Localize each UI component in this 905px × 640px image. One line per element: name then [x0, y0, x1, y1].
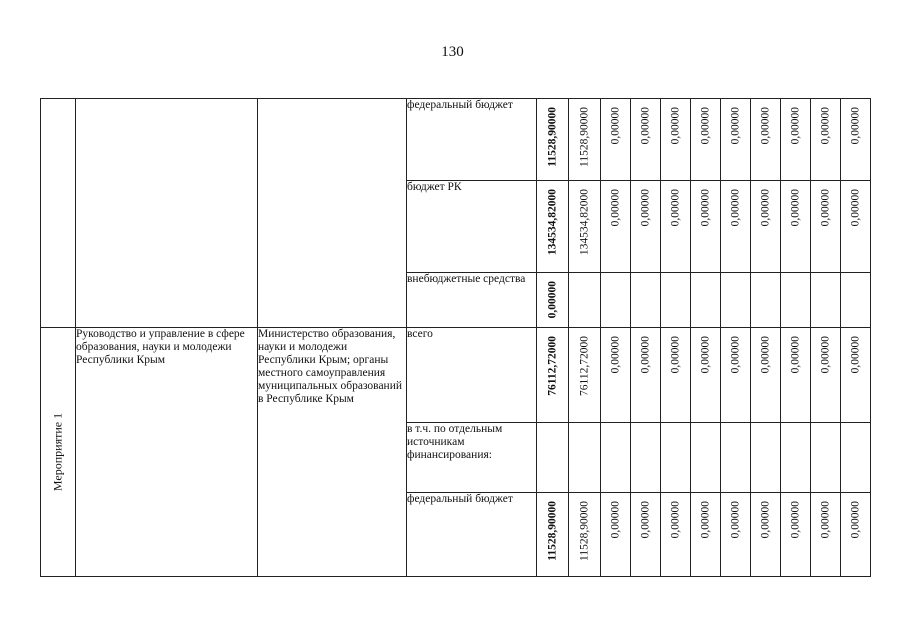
value: 0,00000	[669, 107, 681, 145]
value-cell	[781, 99, 811, 181]
value-cell	[811, 423, 841, 493]
value-cell	[601, 493, 631, 577]
funding-source: в т.ч. по отдельным источникам финансирования:	[407, 423, 537, 493]
value-cell	[841, 181, 871, 273]
value: 0,00000	[759, 501, 771, 539]
activity-label-cell	[41, 328, 76, 577]
value-cell	[691, 181, 721, 273]
value-cell	[781, 273, 811, 328]
total-value-cell	[537, 181, 569, 273]
value-cell	[631, 423, 661, 493]
value: 0,00000	[669, 189, 681, 227]
activity-label: Мероприятие 1	[50, 412, 65, 492]
value-cell	[811, 273, 841, 328]
value-cell	[751, 423, 781, 493]
budget-table	[40, 98, 871, 577]
funding-source: федеральный бюджет	[407, 493, 537, 577]
total-value-cell	[537, 423, 569, 493]
value-cell	[569, 328, 601, 423]
value: 0,00000	[849, 189, 861, 227]
value-cell	[631, 99, 661, 181]
value: 0,00000	[639, 501, 651, 539]
total-value: 11528,90000	[546, 107, 558, 167]
value: 0,00000	[699, 189, 711, 227]
value-cell	[781, 181, 811, 273]
total-value-cell	[537, 99, 569, 181]
value: 0,00000	[789, 107, 801, 145]
value: 0,00000	[729, 189, 741, 227]
funding-source: внебюджетные средства	[407, 273, 537, 328]
value-cell	[601, 181, 631, 273]
value-cell	[661, 423, 691, 493]
value-cell	[781, 493, 811, 577]
value: 0,00000	[759, 336, 771, 374]
value: 0,00000	[789, 501, 801, 539]
value-cell	[751, 328, 781, 423]
value-cell	[631, 493, 661, 577]
value-cell	[691, 493, 721, 577]
value-cell	[811, 493, 841, 577]
value: 0,00000	[699, 107, 711, 145]
value: 0,00000	[759, 107, 771, 145]
value-cell	[841, 273, 871, 328]
page-number: 130	[441, 44, 464, 60]
table-row	[41, 328, 871, 423]
value: 76112,72000	[578, 336, 590, 396]
value: 0,00000	[849, 107, 861, 145]
total-value-cell	[537, 493, 569, 577]
value: 0,00000	[639, 189, 651, 227]
value: 0,00000	[729, 336, 741, 374]
value-cell	[569, 99, 601, 181]
value: 0,00000	[699, 336, 711, 374]
total-value: 11528,90000	[546, 501, 558, 561]
activity-name-cell-empty	[76, 99, 258, 328]
value: 0,00000	[819, 189, 831, 227]
value-cell	[721, 273, 751, 328]
value-cell	[721, 423, 751, 493]
value: 0,00000	[729, 107, 741, 145]
value-cell	[781, 328, 811, 423]
total-value: 76112,72000	[546, 336, 558, 396]
funding-source: всего	[407, 328, 537, 423]
value-cell	[631, 273, 661, 328]
value-cell	[751, 493, 781, 577]
value-cell	[601, 328, 631, 423]
value-cell	[631, 181, 661, 273]
value-cell	[841, 328, 871, 423]
value-cell	[811, 99, 841, 181]
value: 0,00000	[669, 501, 681, 539]
value-cell	[601, 99, 631, 181]
value: 0,00000	[609, 107, 621, 145]
value-cell	[661, 181, 691, 273]
value: 11528,90000	[578, 107, 590, 167]
value-cell	[661, 273, 691, 328]
value-cell	[781, 423, 811, 493]
total-value-cell	[537, 273, 569, 328]
value: 0,00000	[819, 336, 831, 374]
value-cell	[691, 99, 721, 181]
value-cell	[721, 181, 751, 273]
value-cell	[601, 423, 631, 493]
value-cell	[841, 493, 871, 577]
value-cell	[691, 328, 721, 423]
table-row	[41, 99, 871, 181]
value: 0,00000	[729, 501, 741, 539]
executor-cell-empty	[258, 99, 407, 328]
value: 0,00000	[609, 189, 621, 227]
value: 0,00000	[819, 107, 831, 145]
value: 0,00000	[849, 501, 861, 539]
value: 0,00000	[789, 189, 801, 227]
value: 0,00000	[639, 107, 651, 145]
value-cell	[751, 181, 781, 273]
value-cell	[661, 99, 691, 181]
activity-executor: Министерство образования, науки и молодежи Республики Крым; органы местного самоуправления муниципальных образований в Республике Крым	[258, 328, 407, 577]
activity-name: Руководство и управление в сфере образования, науки и молодежи Республики Крым	[76, 328, 258, 577]
value-cell	[661, 493, 691, 577]
value-cell	[569, 423, 601, 493]
total-value: 134534,82000	[546, 189, 558, 256]
value-cell	[721, 493, 751, 577]
value: 11528,90000	[578, 501, 590, 561]
total-value: 0,00000	[546, 281, 558, 319]
value-cell	[631, 328, 661, 423]
activity-label-cell-empty	[41, 99, 76, 328]
value: 134534,82000	[578, 189, 590, 256]
value-cell	[841, 99, 871, 181]
value-cell	[569, 181, 601, 273]
value-cell	[811, 181, 841, 273]
value-cell	[811, 328, 841, 423]
value-cell	[721, 99, 751, 181]
total-value-cell	[537, 328, 569, 423]
value: 0,00000	[789, 336, 801, 374]
value: 0,00000	[819, 501, 831, 539]
value-cell	[569, 273, 601, 328]
value-cell	[751, 99, 781, 181]
value: 0,00000	[699, 501, 711, 539]
value-cell	[721, 328, 751, 423]
value-cell	[661, 328, 691, 423]
value: 0,00000	[669, 336, 681, 374]
value: 0,00000	[849, 336, 861, 374]
value-cell	[691, 423, 721, 493]
value-cell	[691, 273, 721, 328]
value: 0,00000	[759, 189, 771, 227]
funding-source: бюджет РК	[407, 181, 537, 273]
value-cell	[569, 493, 601, 577]
value-cell	[751, 273, 781, 328]
value-cell	[841, 423, 871, 493]
value: 0,00000	[609, 501, 621, 539]
value: 0,00000	[639, 336, 651, 374]
funding-source: федеральный бюджет	[407, 99, 537, 181]
value-cell	[601, 273, 631, 328]
value: 0,00000	[609, 336, 621, 374]
